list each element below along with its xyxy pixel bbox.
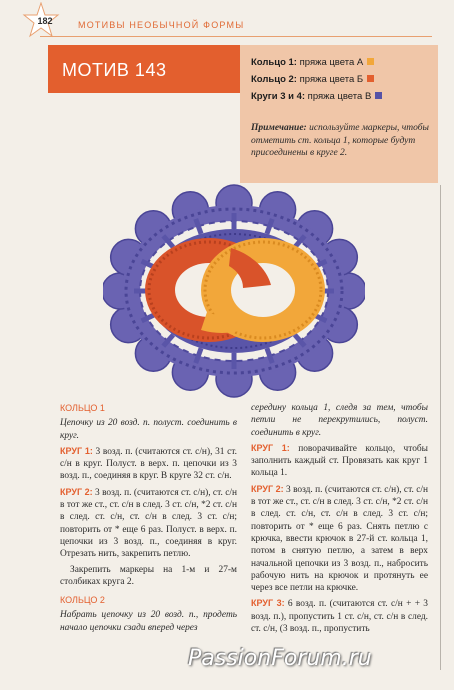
yarn-row-ring1 — [251, 57, 374, 68]
instructions-column-1 — [60, 402, 237, 637]
yarn-text: пряжа цвета Б — [296, 74, 364, 85]
round-label: КРУГ 2: — [251, 483, 284, 494]
round-text: поворачивайте кольцо, чтобы заполнить каждый ст. Провязать как круг 1 кольца 1. — [251, 443, 428, 479]
round-text: 3 возд. п. (считаются ст. с/н), ст. с/н в тот же ст., ст. с/н в след. 3 ст. с/н, *2 ст. с/н в след. ст. с/н, ст. с/н в след. 3 ст. с/н; повторить от * еще 6 раз. Полуст. в верх. п. цепочки из 3 возд. п., соединяя в круг. Отрезать нить, закрепить петлю. — [60, 487, 237, 560]
round-label: КРУГ 1: — [251, 442, 290, 453]
page-title: МОТИВ 143 — [62, 60, 167, 80]
round-label: КРУГ 2: — [60, 486, 93, 497]
ring1-round1 — [60, 445, 237, 483]
yarn-row-rounds — [251, 91, 382, 102]
yarn-row-ring2 — [251, 74, 374, 85]
note-text: используйте маркеры, чтобы отметить ст. кольца 1, которые будут присоединены в круге 2. — [251, 123, 429, 158]
round-label: КРУГ 1: — [60, 445, 93, 456]
note — [251, 122, 433, 160]
ring2-intro-cont: середину кольца 1, следя за тем, чтобы петли не перекрутились, полуст. соединить в круг. — [251, 403, 428, 438]
yarn-label: Кольцо 1: — [251, 57, 297, 68]
section-title: МОТИВЫ НЕОБЫЧНОЙ ФОРМЫ — [78, 20, 245, 30]
ring2-round3 — [251, 597, 428, 635]
header-divider — [40, 36, 432, 37]
ring2-heading: КОЛЬЦО 2 — [60, 595, 105, 606]
ring1-round2 — [60, 486, 237, 561]
yarn-text: пряжа цвета А — [296, 57, 364, 68]
side-rule — [440, 185, 441, 670]
page-header — [0, 0, 454, 40]
round-text: 3 возд. п. (считаются ст. с/н), ст. с/н в тот же ст., ст. с/н в след. 3 ст. с/н, *2 ст. с/н в след. ст. с/н, ст. с/н в след. 3 ст. с/н; повторить от * еще 6 раз. Снять петлю с крючка, ввести крючок в 27-й ст. кольца 1, потом в снятую петлю, а затем в верх начальной цепочки из 3 возд. п., набросить рабочую нить на крючок и протянуть ее через все петли на крючке. — [251, 484, 428, 594]
crochet-motif-image — [103, 180, 365, 402]
ring2-round1 — [251, 442, 428, 480]
ring2-intro: Набрать цепочку из 20 возд. п., продеть начало цепочки сзади вперед через — [60, 610, 237, 633]
ring1-heading: КОЛЬЦО 1 — [60, 403, 105, 413]
yarn-text: пряжа цвета В — [305, 91, 372, 102]
watermark: PassionForum.ru — [188, 646, 372, 671]
markers-note: Закрепить маркеры на 1-м и 27-м столбиках круга 2. — [60, 564, 237, 587]
yarn-label: Круги 3 и 4: — [251, 91, 306, 102]
ring1-intro: Цепочку из 20 возд. п. полуст. соединить в круг. — [60, 418, 237, 441]
color-swatch-c — [375, 92, 382, 99]
color-swatch-b — [367, 75, 374, 82]
round-label: КРУГ 3: — [251, 598, 285, 609]
note-label: Примечание: — [251, 123, 307, 133]
instructions-column-2 — [251, 402, 428, 638]
round-text: 3 возд. п. (считаются ст. с/н), 31 ст. с/н в круг. Полуст. в верх. п. цепочки из 3 возд. п., соединяя в круг. В круге 32 ст. с/н. — [60, 446, 237, 482]
page-number: 182 — [37, 16, 53, 26]
round-text: 6 возд. п. (считаются ст. с/н + + 3 возд. п.), пропустить 1 ст. с/н, ст. с/н в след. ст. с/н, (3 возд. п., пропустить — [251, 599, 428, 635]
yarn-label: Кольцо 2: — [251, 74, 297, 85]
ring2-round2 — [251, 483, 428, 595]
color-swatch-a — [367, 58, 374, 65]
